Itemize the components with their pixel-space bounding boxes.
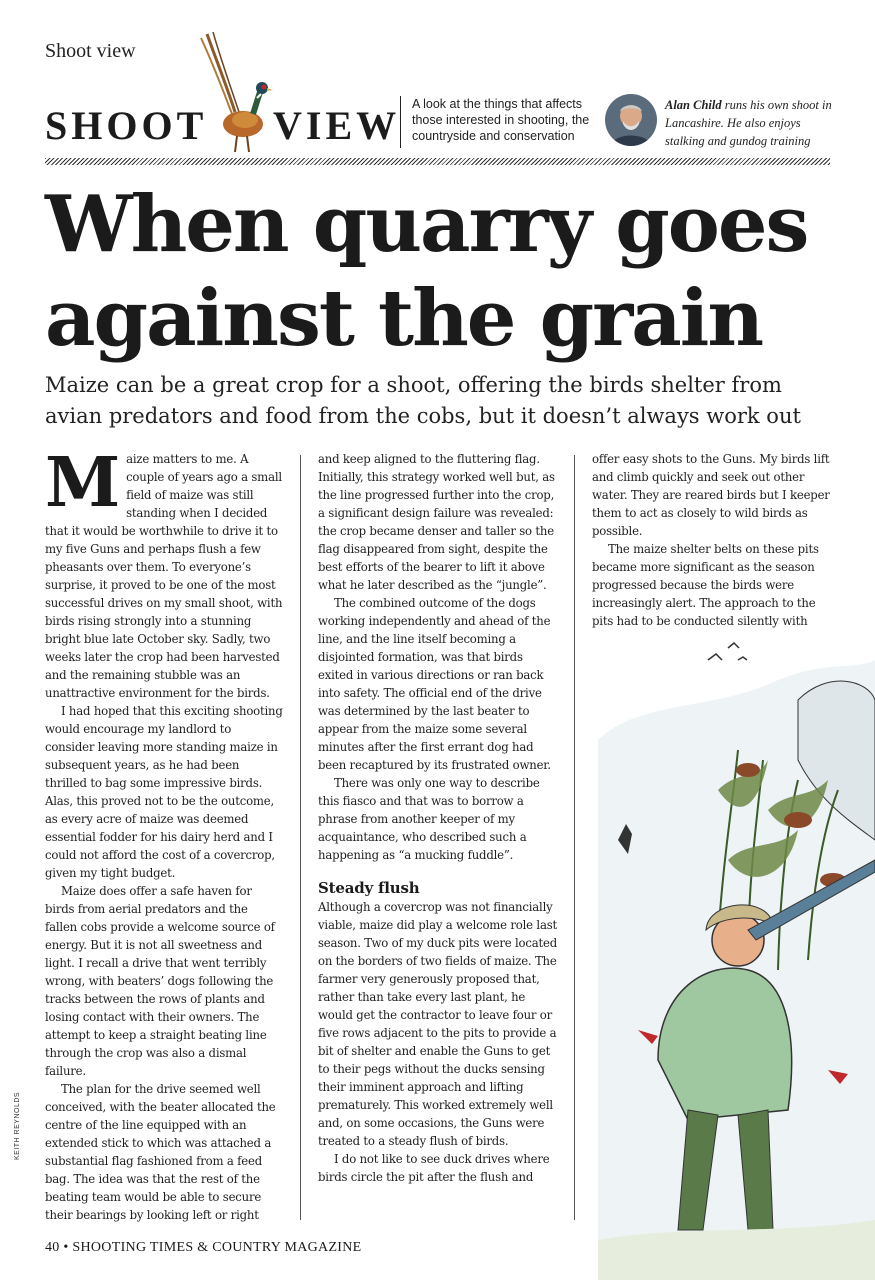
paragraph: I do not like to see duck drives where birds circle the pit after the flush and — [318, 1152, 550, 1184]
body-column-3 — [592, 450, 830, 630]
column-divider — [300, 455, 301, 1220]
author-avatar — [605, 94, 657, 146]
paragraph: I had hoped that this exciting shooting would encourage my landlord to consider leaving more standing maize in subsequent years, as he had been thrilled to bag some impressive birds. Alas, this proved not to be the outcome, as every acre of maize was deemed essential fodder for his dairy herd and I could not afford the cost of a covercrop, given my tight budget. — [45, 704, 283, 880]
paragraph: aize matters to me. A couple of years ago a small field of maize was still standing when I decided that it would be worthwhile to drive it to my five Guns and perhaps flush a few pheasants over them. To everyone’s surprise, it proved to be one of the most successful drives on my small shoot, with birds rising strongly into a stunning bright blue late October sky. Sadly, two weeks later the crop had been harvested and the remaining stubble was an unattractive environment for the birds. — [45, 452, 283, 700]
standfirst: Maize can be a great crop for a shoot, offering the birds shelter from avian predators and food from the cobs, but it doesn’t always work out — [45, 373, 801, 428]
masthead — [45, 92, 830, 154]
body-column-1 — [45, 443, 283, 1224]
headline: When quarry goes against the grain — [45, 179, 808, 364]
paragraph: offer easy shots to the Guns. My birds lift and climb quickly and seek out other water. They are reared birds but I keeper them to act as closely to wild birds as possible. — [592, 452, 830, 538]
author-bio: runs his own shoot in Lancashire. He also enjoys stalking and gundog training — [665, 98, 832, 148]
page-footer: 40 • SHOOTING TIMES & COUNTRY MAGAZINE — [45, 1240, 362, 1255]
author-name: Alan Child — [665, 98, 722, 112]
paragraph: The plan for the drive seemed well conceived, with the beater allocated the centre of the line equipped with an extended stick to which was attached a substantial flag fashioned from a feed bag. The idea was that the rest of the beating team would be able to secure their bearings by looking left or right — [45, 1082, 276, 1222]
cartoon-illustration — [598, 640, 875, 1280]
drop-cap: M — [45, 443, 121, 523]
paragraph: The combined outcome of the dogs working independently and ahead of the line, and the line itself becoming a disjointed formation, was that birds exited in various directions or ran back into safety. The official end of the drive was determined by the last beater to appear from the maize some several minutes after the first errant dog had been recaptured by its frustrated owner. — [318, 596, 551, 772]
subheading: Steady flush — [318, 879, 420, 897]
masthead-divider — [400, 96, 401, 148]
paragraph: Although a covercrop was not financially viable, maize did play a welcome role last season. Two of my duck pits were located on the borders of two fields of maize. The farmer very generously proposed that, rather than take every last plant, he would get the contractor to leave four or five rows adjacent to the pits to provide a bit of shelter and enable the Guns to get to their pegs without the ducks sensing their imminent approach and lifting prematurely. This worked extremely well and, on some occasions, the Guns were treated to a steady flush of birds. — [318, 900, 558, 1148]
section-label: Shoot view — [45, 40, 136, 62]
masthead-word-view: VIEW — [273, 103, 401, 148]
masthead-rule — [45, 158, 830, 165]
paragraph: Maize does offer a safe haven for birds from aerial predators and the fallen cobs provide a welcome source of energy. But it is not all sweetness and light. I recall a drive that went terribly wrong, with beaters’ dogs following the tracks between the rows of plants and losing contact with their owners. The attempt to keep a straight beating line through the crop was also a dismal failure. — [45, 884, 275, 1078]
body-column-2 — [318, 450, 558, 1186]
paragraph: The maize shelter belts on these pits became more significant as the season progressed because the birds were increasingly alert. The approach to the pits had to be conducted silently with — [592, 542, 819, 628]
author-note — [665, 96, 840, 150]
paragraph: There was only one way to describe this fiasco and that was to borrow a phrase from another keeper of my acquaintance, who described such a happening as “a mucking fuddle”. — [318, 776, 540, 862]
masthead-word-shoot: SHOOT — [45, 103, 208, 148]
illustration-credit: KEITH REYNOLDS — [14, 1091, 21, 1160]
paragraph: and keep aligned to the fluttering flag. Initially, this strategy worked well but, as the line progressed further into the crop, a significant design failure was revealed: the crop became denser and taller so the flag disappeared from sight, despite the best efforts of the bearer to lift it above what he later described as the “jungle”. — [318, 452, 555, 592]
column-divider — [574, 455, 575, 1220]
masthead-tagline: A look at the things that affects those interested in shooting, the countryside and conservation — [412, 97, 590, 143]
pheasant-icon — [187, 32, 287, 157]
